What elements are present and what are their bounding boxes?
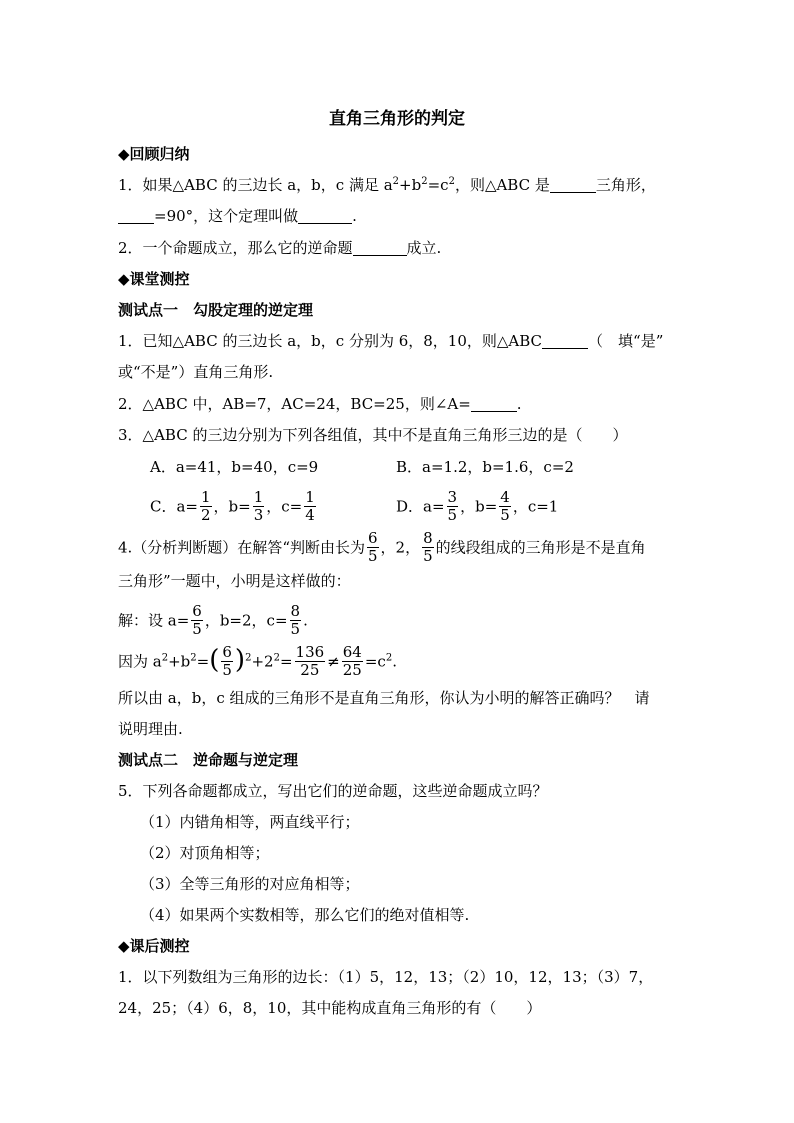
option-d: D．a= $\frac{3}{5}$ ，b= $\frac{4}{5}$ ，c=1: [396, 488, 559, 524]
fraction: $\frac{64}{25}$: [342, 643, 362, 679]
homework-question-1: 1．以下列数组为三角形的边长：（1）5，12，13；（2）10，12，13；（3）7，: [118, 968, 654, 986]
fraction: $\frac{3}{5}$: [447, 488, 458, 524]
question-5-item-4: （4）如果两个实数相等，那么它们的绝对值相等.: [140, 906, 470, 924]
section-review-heading: ◆回顾归纳: [118, 145, 190, 163]
fraction: $\frac{6}{5}$: [192, 602, 202, 638]
question-1: 1．已知△ABC 的三边长 a，b，c 分别为 6，8，10，则△ABC （ 填“是”: [118, 332, 664, 350]
question-4: 4.（分析判断题）在解答“判断由长为 $\frac{6}{5}$ ，2， $\frac{8}{5}$ 的线段组成的三角形是不是直角: [118, 529, 646, 565]
question-3: 3．△ABC 的三边分别为下列各组值，其中不是直角三角形三边的是（ ）: [118, 426, 628, 444]
fraction: $\frac{136}{25}$: [295, 643, 325, 679]
solution-line: 解：设 a= $\frac{6}{5}$ ，b=2，c= $\frac{8}{5}$ .: [118, 602, 308, 638]
review-question-1: 1．如果△ABC 的三边长 a，b，c 满足 $a^2+b^2=c^2$，则△ABC 是 三角形，: [118, 176, 656, 194]
fraction: $\frac{4}{5}$: [500, 488, 510, 524]
section-classroom-heading: ◆课堂测控: [118, 270, 190, 288]
question-4-cont: 三角形”一题中，小明是这样做的：: [118, 572, 351, 590]
option-c: C．a= $\frac{1}{2}$ ，b= $\frac{1}{3}$ ，c= $\frac{1}{4}$: [150, 488, 315, 524]
question-4-conclusion-cont: 说明理由.: [118, 720, 183, 738]
question-5-item-1: （1）内错角相等，两直线平行；: [140, 813, 360, 831]
fraction: $\frac{1}{3}$: [253, 488, 264, 524]
fraction: $\frac{8}{5}$: [423, 529, 433, 565]
answer-blank[interactable]: [298, 207, 352, 224]
homework-question-1-cont: 24，25；（4）6，8，10，其中能构成直角三角形的有（ ）: [118, 999, 542, 1017]
because-line: 因为 $a^2+b^2=$( $\frac{6}{5}$ )$^2+2^2=$ $\frac{136}{25}$ ≠ $\frac{64}{25}$ $=c^2$.: [118, 643, 397, 679]
fraction: $\frac{1}{4}$: [305, 488, 315, 524]
answer-blank[interactable]: [471, 395, 517, 412]
test-point-1-heading: 测试点一 勾股定理的逆定理: [118, 301, 314, 319]
section-after-class-heading: ◆课后测控: [118, 937, 190, 955]
page-title: 直角三角形的判定: [329, 109, 465, 129]
fraction: $\frac{1}{2}$: [201, 488, 211, 524]
answer-blank[interactable]: [353, 239, 407, 256]
review-question-1-cont: =90°，这个定理叫做 .: [118, 205, 357, 227]
question-5-item-2: （2）对顶角相等；: [140, 844, 270, 862]
fraction: $\frac{6}{5}$: [367, 529, 378, 565]
answer-blank[interactable]: [550, 176, 596, 193]
question-5: 5．下列各命题都成立，写出它们的逆命题，这些逆命题成立吗？: [118, 782, 548, 800]
option-b: B．a=1.2，b=1.6，c=2: [396, 458, 574, 476]
question-5-item-3: （3）全等三角形的对应角相等；: [140, 875, 360, 893]
answer-blank[interactable]: [118, 207, 154, 224]
test-point-2-heading: 测试点二 逆命题与逆定理: [118, 751, 299, 769]
fraction: $\frac{6}{5}$: [222, 643, 232, 679]
fraction: $\frac{8}{5}$: [290, 602, 301, 638]
question-4-conclusion: 所以由 a，b，c 组成的三角形不是直角三角形，你认为小明的解答正确吗？ 请: [118, 689, 650, 707]
answer-blank[interactable]: [542, 332, 588, 349]
option-a: A．a=41，b=40，c=9: [150, 458, 319, 476]
question-1-cont: 或“不是”）直角三角形.: [118, 363, 274, 381]
question-2: 2．△ABC 中，AB=7，AC=24，BC=25，则∠A= .: [118, 395, 522, 413]
review-question-2: 2．一个命题成立，那么它的逆命题 成立.: [118, 239, 442, 257]
